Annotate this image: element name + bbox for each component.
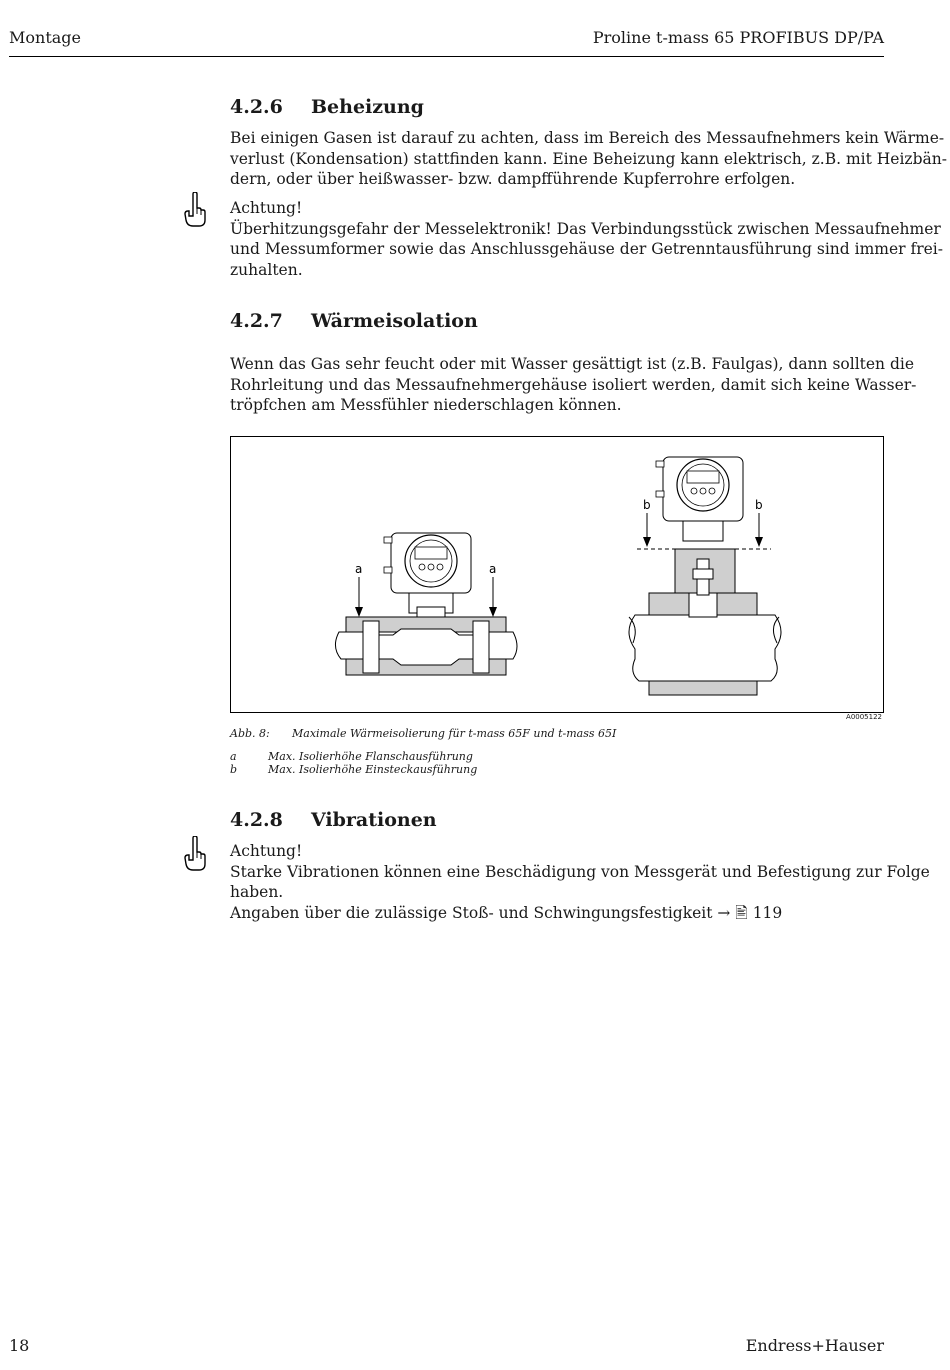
page-number: 18 — [9, 1336, 30, 1355]
warning-label: Achtung! — [230, 199, 303, 217]
pointing-hand-icon — [184, 836, 206, 872]
figure-caption — [230, 727, 616, 740]
caption-text: Maximale Wärmeisolierung für t-mass 65F und t-mass 65I — [292, 727, 617, 740]
label-b-left: b — [643, 498, 651, 512]
legend-key: b — [230, 763, 238, 776]
label-a-right: a — [489, 562, 497, 576]
text-line: Bei einigen Gasen ist darauf zu achten, dass im Bereich des Messaufnehmers kein Wärme- — [230, 129, 945, 147]
section-heading-beheizung — [230, 96, 424, 118]
warning-line: zuhalten. — [230, 260, 303, 279]
beheizung-paragraph — [230, 128, 947, 190]
legend-text: Max. Isolierhöhe Flanschausführung — [268, 750, 473, 763]
page-reference-link[interactable]: Angaben über die zulässige Stoß- und Schwingungsfestigkeit → 🖹 119 — [230, 903, 783, 922]
text-line: verlust (Kondensation) stattfinden kann. Eine Beheizung kann elektrisch, z.B. mit Heizbän- — [230, 149, 947, 168]
text-line: dern, oder über heißwasser- bzw. dampfführende Kupferrohre erfolgen. — [230, 170, 796, 189]
display-left — [415, 547, 447, 559]
legend-text: Max. Isolierhöhe Einsteckausführung — [268, 763, 478, 776]
sensor-body-left — [379, 629, 473, 665]
text-line: Wenn das Gas sehr feucht oder mit Wasser gesättigt ist (z.B. Faulgas), dann sollten die — [230, 355, 915, 373]
pipe-right — [629, 615, 781, 681]
header-section-title: Montage — [9, 28, 81, 47]
section-title: Beheizung — [311, 96, 424, 118]
label-a-left: a — [355, 562, 363, 576]
insertion-version-drawing — [629, 457, 781, 695]
insulation-figure — [230, 436, 884, 713]
section-number: 4.2.8 — [230, 809, 283, 831]
section-title: Vibrationen — [311, 809, 437, 831]
section-number: 4.2.6 — [230, 96, 283, 118]
legend-key: a — [230, 750, 237, 763]
flange-version-drawing — [335, 533, 517, 675]
beheizung-warning — [230, 198, 943, 280]
caption-label: Abb. 8: — [230, 727, 270, 740]
section-heading-vibrationen — [230, 809, 437, 831]
warning-line: Überhitzungsgefahr der Messelektronik! Das Verbindungsstück zwischen Messaufnehmer — [230, 219, 941, 238]
flange-left — [363, 621, 379, 673]
header-divider — [9, 56, 884, 57]
warning-line: haben. — [230, 883, 284, 902]
text-line: Rohrleitung und das Messaufnehmergehäuse isoliert werden, damit sich keine Wasser- — [230, 375, 917, 394]
display-right — [687, 471, 719, 483]
text-line: tröpfchen am Messfühler niederschlagen können. — [230, 396, 622, 415]
section-number: 4.2.7 — [230, 310, 283, 332]
header-product-title: Proline t-mass 65 PROFIBUS DP/PA — [592, 28, 884, 47]
section-heading-waermeisolation — [230, 310, 478, 332]
neck-right — [683, 521, 723, 541]
insulation-diagram — [231, 437, 883, 712]
vibrationen-warning — [230, 841, 930, 923]
warning-label: Achtung! — [230, 842, 303, 860]
pointing-hand-icon — [184, 192, 206, 228]
brand-name: Endress+Hauser — [745, 1336, 884, 1355]
legend-item — [230, 750, 477, 763]
figure-id: A0005122 — [846, 713, 882, 721]
figure-legend — [230, 750, 477, 776]
label-b-right: b — [755, 498, 763, 512]
warning-line: Starke Vibrationen können eine Beschädigung von Messgerät und Befestigung zur Folge — [230, 862, 930, 881]
flange-right — [473, 621, 489, 673]
section-title: Wärmeisolation — [311, 310, 478, 332]
warning-line: und Messumformer sowie das Anschlussgehäuse der Getrenntausführung sind immer frei- — [230, 240, 943, 259]
waermeisolation-paragraph — [230, 354, 917, 416]
legend-item — [230, 763, 477, 776]
